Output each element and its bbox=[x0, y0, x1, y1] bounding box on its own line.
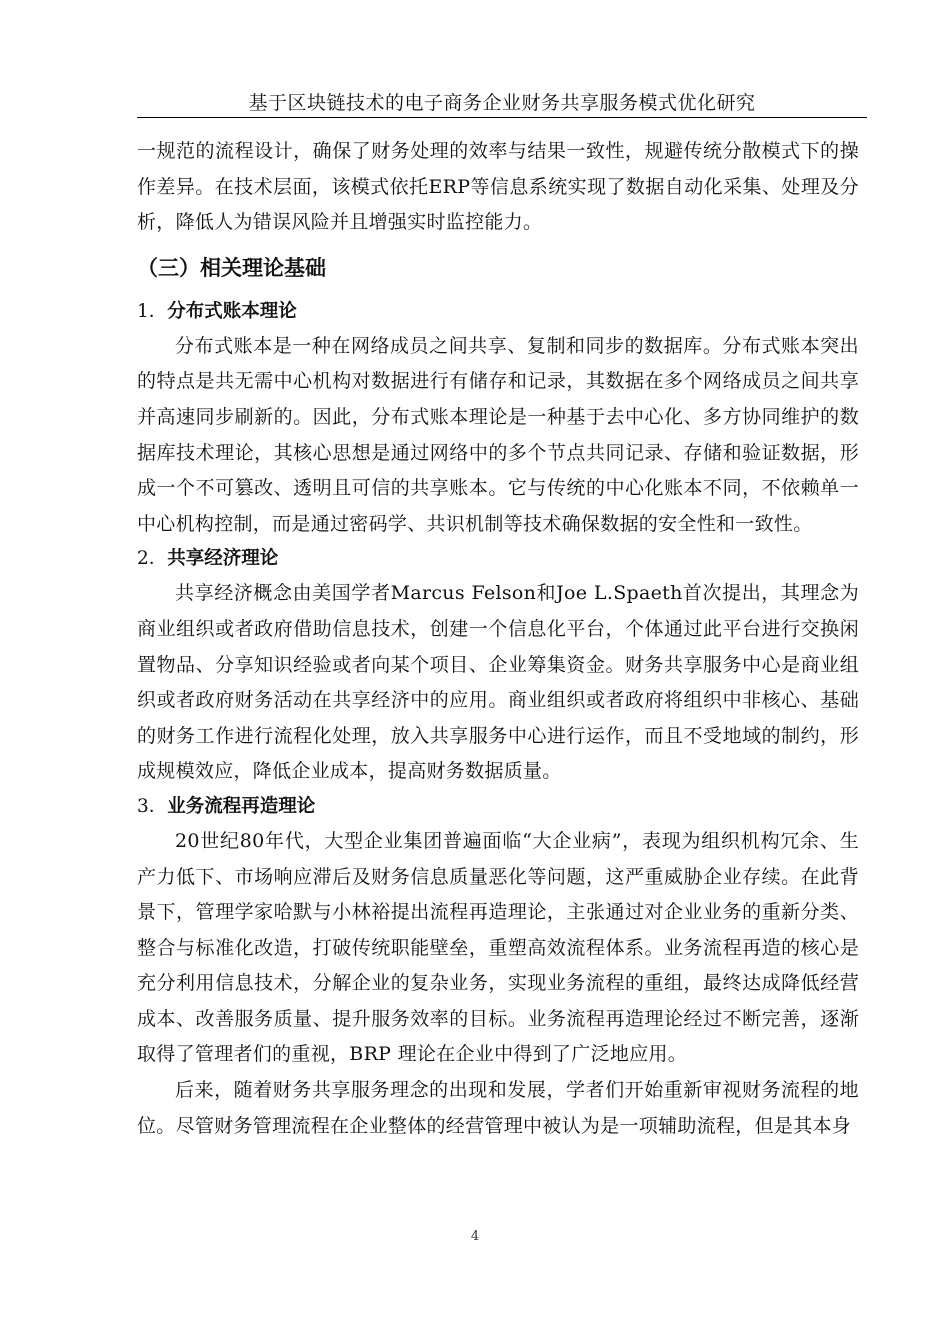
paragraph-continuation: 一规范的流程设计，确保了财务处理的效率与结果一致性，规避传统分散模式下的操作差异。在技术层面，该模式依托ERP等信息系统实现了数据自动化采集、处理及分析，降低人为错误风险并且增强实时监控能力。 bbox=[137, 140, 859, 234]
section-heading: （三）相关理论基础 bbox=[137, 255, 326, 280]
subheading-distributed-ledger bbox=[137, 295, 859, 329]
paragraph-sharing-economy: 共享经济概念由美国学者Marcus Felson和Joe L.Spaeth首次提出，其理念为商业组织或者政府借助信息技术，创建一个信息化平台，个体通过此平台进行交换闲置物品、分享知识经验或者向某个项目、企业筹集资金。财务共享服务中心是商业组织或者政府财务活动在共享经济中的应用。商业组织或者政府将组织中非核心、基础的财务工作进行流程化处理，放入共享服务中心进行运作，而且不受地域的制约，形成规模效应，降低企业成本，提高财务数据质量。 bbox=[137, 582, 859, 783]
paragraph-process-reengineering: 20世纪80年代，大型企业集团普遍面临“大企业病”，表现为组织机构冗余、生产力低下、市场响应滞后及财务信息质量恶化等问题，这严重威胁企业存续。在此背景下，管理学家哈默与小林裕提出流程再造理论，主张通过对企业业务的重新分类、整合与标准化改造，打破传统职能壁垒，重塑高效流程体系。业务流程再造的核心是充分利用信息技术，分解企业的复杂业务，实现业务流程的重组，最终达成降低经营成本、改善服务质量、提升服务效率的目标。业务流程再造理论经过不断完善，逐渐取得了管理者们的重视，BRP 理论在企业中得到了广泛地应用。 bbox=[137, 829, 859, 1066]
page-number: 4 bbox=[470, 1229, 480, 1244]
subheading-number: 3． bbox=[137, 795, 168, 817]
subheading-sharing-economy bbox=[137, 542, 859, 576]
subheading-text: 分布式账本理论 bbox=[167, 300, 297, 322]
running-header-title: 基于区块链技术的电子商务企业财务共享服务模式优化研究 bbox=[248, 92, 756, 114]
page-body bbox=[137, 134, 859, 1144]
header-divider bbox=[137, 117, 867, 118]
subheading-process-reengineering bbox=[137, 790, 859, 824]
subheading-text: 业务流程再造理论 bbox=[167, 795, 316, 817]
paragraph-distributed-ledger: 分布式账本是一种在网络成员之间共享、复制和同步的数据库。分布式账本突出的特点是共无需中心机构对数据进行有储存和记录，其数据在多个网络成员之间共享并高速同步刷新的。因此，分布式账本理论是一种基于去中心化、多方协同维护的数据库技术理论，其核心思想是通过网络中的多个节点共同记录、存储和验证数据，形成一个不可篡改、透明且可信的共享账本。它与传统的中心化账本不同，不依赖单一中心机构控制，而是通过密码学、共识机制等技术确保数据的安全性和一致性。 bbox=[137, 334, 859, 535]
subheading-number: 1． bbox=[137, 300, 168, 322]
subheading-number: 2． bbox=[137, 548, 168, 570]
paragraph-financial-process: 后来，随着财务共享服务理念的出现和发展，学者们开始重新审视财务流程的地位。尽管财务管理流程在企业整体的经营管理中被认为是一项辅助流程，但是其本身 bbox=[137, 1079, 859, 1137]
subheading-text: 共享经济理论 bbox=[167, 548, 279, 570]
